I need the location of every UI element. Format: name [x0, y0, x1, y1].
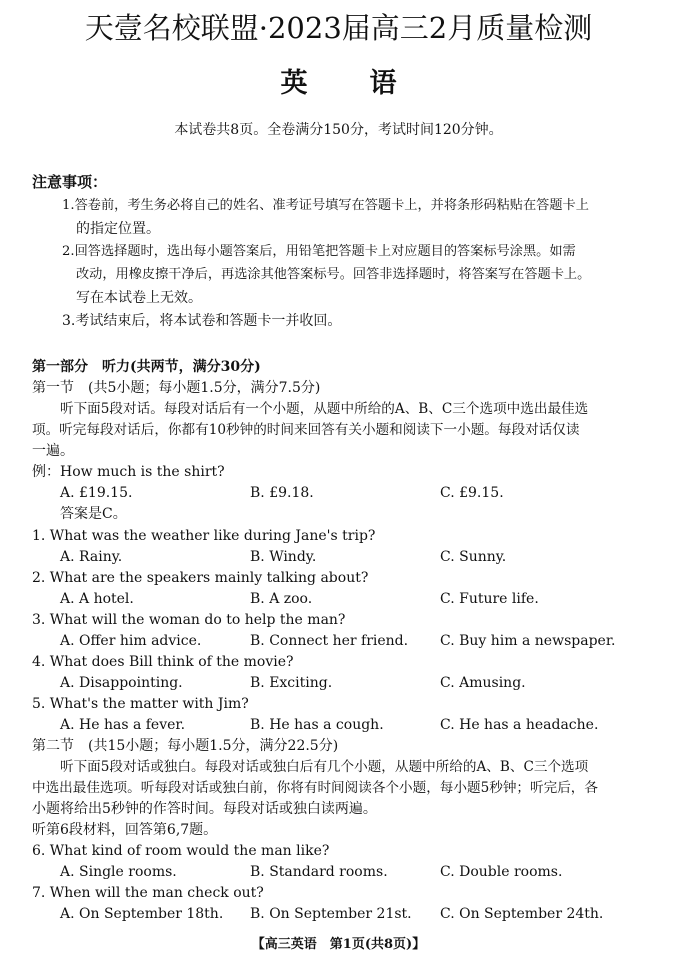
section-2-intro-line-2: 中选出最佳选项。听每段对话或独白前，你将有时间阅读各个小题，每小题5秒钟；听完后，各 [32, 780, 598, 796]
section-2-intro-line-3: 小题将给出5秒钟的作答时间。每段对话或独白读两遍。 [32, 801, 377, 817]
question-4-option-a: A. Disappointing. [60, 675, 183, 691]
question-1-stem: 1. What was the weather like during Jane's trip? [32, 528, 376, 544]
page-footer: 【高三英语 第1页(共8页)】 [251, 937, 426, 952]
question-7-option-b: B. On September 21st. [250, 906, 412, 922]
question-3-option-b: B. Connect her friend. [250, 633, 409, 649]
question-1-option-a: A. Rainy. [60, 549, 123, 565]
question-3-stem: 3. What will the woman do to help the man? [32, 612, 346, 628]
subject-char-1: 英 [280, 68, 308, 99]
section-2-intro-line-1: 听下面5段对话或独白。每段对话或独白后有几个小题，从题中所给的A、B、C三个选项 [60, 759, 589, 775]
exam-info-note: 本试卷共8页。全卷满分150分，考试时间120分钟。 [174, 122, 503, 138]
question-7-stem: 7. When will the man check out? [32, 885, 264, 901]
question-7-option-c: C. On September 24th. [440, 906, 604, 922]
question-2-option-b: B. A zoo. [250, 591, 313, 607]
question-4-stem: 4. What does Bill think of the movie? [32, 654, 294, 670]
section-1-intro-line-1: 听下面5段对话。每段对话后有一个小题，从题中所给的A、B、C三个选项中选出最佳选 [60, 401, 589, 417]
section-2-heading: 第二节 (共15小题；每小题1.5分，满分22.5分) [32, 738, 339, 754]
question-1-option-c: C. Sunny. [440, 549, 507, 565]
question-5-stem: 5. What's the matter with Jim? [32, 696, 249, 712]
question-4-option-b: B. Exciting. [250, 675, 333, 691]
example-stem: 例：How much is the shirt? [32, 464, 225, 480]
notice-item-2-line-2: 改动，用橡皮擦干净后，再选涂其他答案标号。回答非选择题时，将答案写在答题卡上。 [76, 267, 591, 282]
example-option-b: B. £9.18. [250, 485, 314, 501]
question-3-option-a: A. Offer him advice. [60, 633, 202, 649]
question-6-stem: 6. What kind of room would the man like? [32, 843, 330, 859]
question-5-option-c: C. He has a headache. [440, 717, 599, 733]
question-2-option-c: C. Future life. [440, 591, 539, 607]
question-2-stem: 2. What are the speakers mainly talking about? [32, 570, 369, 586]
example-option-c: C. £9.15. [440, 485, 504, 501]
question-3-option-c: C. Buy him a newspaper. [440, 633, 616, 649]
question-6-option-b: B. Standard rooms. [250, 864, 388, 880]
question-5-option-a: A. He has a fever. [60, 717, 186, 733]
question-2-option-a: A. A hotel. [60, 591, 134, 607]
notice-heading: 注意事项： [32, 173, 108, 191]
question-7-option-a: A. On September 18th. [60, 906, 224, 922]
question-5-option-b: B. He has a cough. [250, 717, 384, 733]
material-6-note: 听第6段材料，回答第6,7题。 [32, 822, 218, 838]
notice-item-1-line-2: 的指定位置。 [76, 221, 160, 237]
part-1-heading: 第一部分 听力(共两节，满分30分) [32, 359, 261, 375]
question-6-option-a: A. Single rooms. [60, 864, 177, 880]
section-1-intro-line-3: 一遍。 [32, 443, 74, 459]
question-6-option-c: C. Double rooms. [440, 864, 563, 880]
notice-item-1-line-1: 1.答卷前，考生务必将自己的姓名、准考证号填写在答题卡上，并将条形码粘贴在答题卡上 [62, 198, 589, 213]
section-1-heading: 第一节 (共5小题；每小题1.5分，满分7.5分) [32, 380, 321, 396]
exam-title: 天壹名校联盟·2023届高三2月质量检测 [84, 11, 593, 45]
notice-item-3: 3.考试结束后，将本试卷和答题卡一并收回。 [62, 313, 342, 329]
question-1-option-b: B. Windy. [250, 549, 317, 565]
subject-title [0, 66, 677, 102]
example-option-a: A. £19.15. [60, 485, 133, 501]
section-1-intro-line-2: 项。听完每段对话后，你都有10秒钟的时间来回答有关小题和阅读下一小题。每段对话仅读 [32, 422, 580, 438]
notice-item-2-line-3: 写在本试卷上无效。 [76, 290, 202, 306]
example-answer: 答案是C。 [60, 506, 127, 522]
notice-item-2-line-1: 2.回答选择题时，选出每小题答案后，用铅笔把答题卡上对应题目的答案标号涂黑。如需 [62, 244, 576, 259]
subject-char-2: 语 [369, 68, 397, 99]
question-4-option-c: C. Amusing. [440, 675, 526, 691]
